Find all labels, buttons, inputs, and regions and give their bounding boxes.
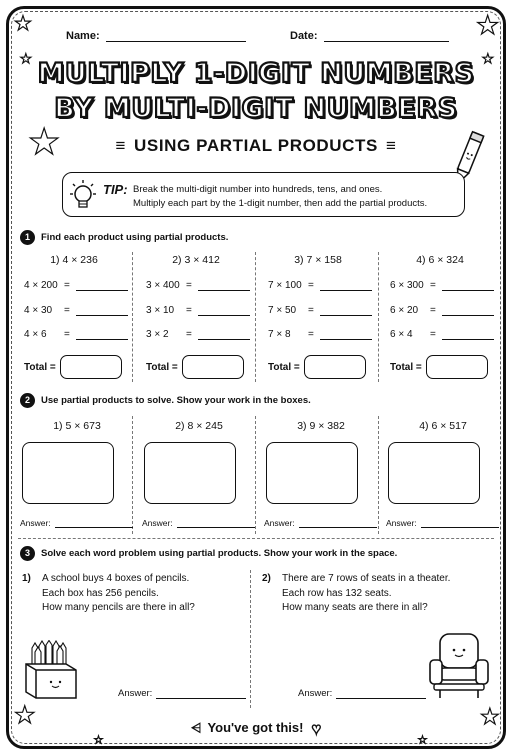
answer-blank[interactable] bbox=[320, 329, 372, 340]
answer-line[interactable] bbox=[55, 519, 133, 528]
section-number-badge: 3 bbox=[20, 546, 35, 561]
total-label: Total = bbox=[24, 361, 56, 373]
problem-label: 3) 7 × 158 bbox=[294, 254, 342, 266]
word-problem-line: Each row has 132 seats. bbox=[282, 587, 392, 599]
answer-row bbox=[142, 518, 255, 528]
answer-row bbox=[264, 518, 377, 528]
partial-row: 4 × 200 = bbox=[24, 280, 128, 291]
problem-label: 3) 9 × 382 bbox=[297, 420, 345, 432]
name-line[interactable] bbox=[106, 31, 246, 42]
total-row bbox=[390, 355, 488, 379]
answer-blank[interactable] bbox=[442, 305, 494, 316]
answer-line[interactable] bbox=[156, 690, 246, 699]
partial-row: 6 × 300 = bbox=[390, 280, 494, 291]
answer-blank[interactable] bbox=[76, 305, 128, 316]
work-box[interactable] bbox=[144, 442, 236, 504]
tip-text bbox=[133, 183, 463, 211]
total-row bbox=[268, 355, 366, 379]
answer-blank[interactable] bbox=[442, 329, 494, 340]
partial-row: 3 × 400 = bbox=[146, 280, 250, 291]
subtitle bbox=[0, 136, 512, 156]
word-problem-line: There are 7 rows of seats in a theater. bbox=[282, 573, 451, 584]
partial-row: 7 × 8 = bbox=[268, 329, 372, 340]
answer-label: Answer: bbox=[20, 518, 51, 528]
name-label: Name: bbox=[66, 30, 100, 42]
total-label: Total = bbox=[146, 361, 178, 373]
column-divider bbox=[378, 252, 379, 382]
answer-line[interactable] bbox=[336, 690, 426, 699]
problem-label: 2) 8 × 245 bbox=[175, 420, 223, 432]
word-problem-number: 2) bbox=[262, 573, 271, 584]
problem-label: 4) 6 × 324 bbox=[416, 254, 464, 266]
column-divider bbox=[132, 252, 133, 382]
answer-label: Answer: bbox=[118, 688, 153, 699]
star-icon: ★ bbox=[476, 10, 500, 40]
total-box[interactable] bbox=[426, 355, 488, 379]
date-line[interactable] bbox=[324, 31, 449, 42]
word-problem-number: 1) bbox=[22, 573, 31, 584]
column-divider bbox=[255, 252, 256, 382]
footer bbox=[0, 720, 512, 739]
word-problem-text bbox=[42, 572, 242, 616]
subtitle-dash-icon: ≡ bbox=[115, 136, 126, 155]
partial-row: 4 × 30 = bbox=[24, 305, 128, 316]
tip-line: Break the multi-digit number into hundreds, tens, and ones. bbox=[133, 184, 383, 195]
date-label: Date: bbox=[290, 30, 318, 42]
answer-row bbox=[118, 688, 246, 699]
partial-row: 6 × 4 = bbox=[390, 329, 494, 340]
column-divider bbox=[132, 416, 133, 534]
pencil-box-icon bbox=[22, 640, 80, 702]
answer-row bbox=[386, 518, 499, 528]
section-divider bbox=[18, 538, 494, 539]
section-number-badge: 2 bbox=[20, 393, 35, 408]
answer-line[interactable] bbox=[177, 519, 255, 528]
word-problem-line: How many seats are there in all? bbox=[282, 602, 428, 613]
word-problem-line: A school buys 4 boxes of pencils. bbox=[42, 573, 190, 584]
section-1-title: Find each product using partial products. bbox=[41, 232, 229, 243]
date-field[interactable] bbox=[290, 30, 449, 42]
total-box[interactable] bbox=[182, 355, 244, 379]
lightbulb-icon bbox=[67, 179, 99, 215]
tip-box bbox=[62, 172, 465, 217]
answer-row bbox=[298, 688, 426, 699]
subtitle-text: USING PARTIAL PRODUCTS bbox=[134, 136, 378, 155]
partial-row: 3 × 2 = bbox=[146, 329, 250, 340]
answer-line[interactable] bbox=[421, 519, 499, 528]
total-box[interactable] bbox=[304, 355, 366, 379]
problem-label: 4) 6 × 517 bbox=[419, 420, 467, 432]
answer-label: Answer: bbox=[386, 518, 417, 528]
problem-label: 1) 4 × 236 bbox=[50, 254, 98, 266]
work-box[interactable] bbox=[22, 442, 114, 504]
section-2-heading bbox=[20, 393, 311, 408]
column-divider bbox=[378, 416, 379, 534]
answer-blank[interactable] bbox=[198, 329, 250, 340]
star-icon: ★ bbox=[418, 735, 427, 746]
star-icon: ★ bbox=[20, 51, 32, 66]
section-3-title: Solve each word problem using partial products. Show your work in the space. bbox=[41, 548, 398, 559]
tip-line: Multiply each part by the 1-digit number, then add the partial products. bbox=[133, 198, 428, 209]
answer-blank[interactable] bbox=[320, 305, 372, 316]
answer-line[interactable] bbox=[299, 519, 377, 528]
word-problem-line: Each box has 256 pencils. bbox=[42, 587, 159, 599]
answer-label: Answer: bbox=[298, 688, 333, 699]
footer-text: You've got this! bbox=[207, 720, 304, 735]
title-line-1: MULTIPLY 1-DIGIT NUMBERS bbox=[37, 58, 475, 89]
title-line-2: BY MULTI-DIGIT NUMBERS bbox=[54, 93, 458, 124]
word-problem-line: How many pencils are there in all? bbox=[42, 602, 195, 613]
total-row bbox=[146, 355, 244, 379]
column-divider bbox=[255, 416, 256, 534]
star-icon: ★ bbox=[14, 702, 36, 729]
work-box[interactable] bbox=[266, 442, 358, 504]
partial-row: 7 × 100 = bbox=[268, 280, 372, 291]
word-problem-text bbox=[282, 572, 482, 616]
total-box[interactable] bbox=[60, 355, 122, 379]
footer-dash-icon: ⩤ bbox=[191, 720, 202, 735]
theater-seat-icon bbox=[426, 630, 492, 700]
partial-row: 7 × 50 = bbox=[268, 305, 372, 316]
total-label: Total = bbox=[390, 361, 422, 373]
star-icon: ★ bbox=[480, 704, 500, 729]
answer-blank[interactable] bbox=[198, 280, 250, 291]
section-number-badge: 1 bbox=[20, 230, 35, 245]
total-row bbox=[24, 355, 122, 379]
heart-icon: ♥ bbox=[311, 721, 321, 738]
answer-blank[interactable] bbox=[76, 329, 128, 340]
answer-label: Answer: bbox=[264, 518, 295, 528]
star-icon: ★ bbox=[28, 121, 61, 162]
partial-row: 3 × 10 = bbox=[146, 305, 250, 316]
star-icon: ★ bbox=[94, 735, 103, 746]
section-2-title: Use partial products to solve. Show your work in the boxes. bbox=[41, 395, 311, 406]
answer-blank[interactable] bbox=[198, 305, 250, 316]
star-icon: ★ bbox=[14, 13, 32, 35]
subtitle-dash-icon: ≡ bbox=[385, 136, 397, 155]
tip-label: TIP: bbox=[103, 182, 128, 197]
work-box[interactable] bbox=[388, 442, 480, 504]
partial-row: 6 × 20 = bbox=[390, 305, 494, 316]
answer-blank[interactable] bbox=[320, 280, 372, 291]
answer-label: Answer: bbox=[142, 518, 173, 528]
answer-blank[interactable] bbox=[442, 280, 494, 291]
section-1-heading bbox=[20, 230, 228, 245]
section-3-heading bbox=[20, 546, 397, 561]
star-icon: ★ bbox=[482, 51, 494, 66]
total-label: Total = bbox=[268, 361, 300, 373]
problem-label: 1) 5 × 673 bbox=[53, 420, 101, 432]
column-divider bbox=[250, 570, 251, 708]
problem-label: 2) 3 × 412 bbox=[172, 254, 220, 266]
partial-row: 4 × 6 = bbox=[24, 329, 128, 340]
answer-blank[interactable] bbox=[76, 280, 128, 291]
answer-row bbox=[20, 518, 133, 528]
name-field[interactable] bbox=[66, 30, 246, 42]
